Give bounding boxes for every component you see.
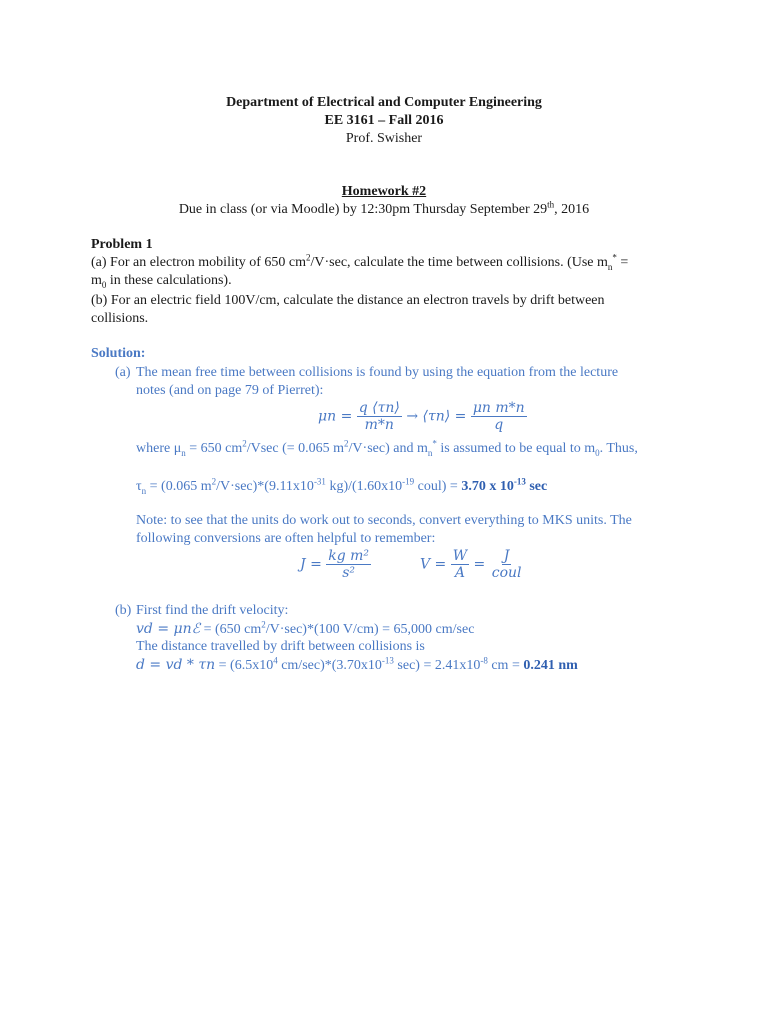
course-title: EE 3161 – Fall 2016: [324, 113, 444, 128]
units-note-line1: Note: to see that the units do work out to seconds, convert everything to MKS units. The: [136, 513, 632, 528]
solution-b-label: (b): [115, 603, 132, 618]
professor-name: Prof. Swisher: [345, 131, 423, 146]
problem-title: Problem 1: [91, 237, 153, 252]
problem-part-a-line1: (a) For an electron mobility of 650 $cm^2/V\cdot\sec$, calculate the time between collisions. (Use $m_n^*$ =: [91, 252, 629, 272]
due-date: Due in class (or via Moodle) by 12:30pm Thursday September 29th, 2016: [178, 199, 590, 217]
homework-title: Homework #2: [341, 184, 427, 199]
problem-part-b-line1: (b) For an electric field 100V/cm, calculate the distance an electron travels by drift between: [91, 293, 605, 308]
distance-result: 0.241 nm: [523, 658, 578, 673]
units-note-line2: following conversions are often helpful to remember:: [136, 531, 436, 546]
mobility-equation: μn = $\frac{q ⟨\tau n⟩}{m*n}$ → ⟨τn⟩ = $\frac{\text{μn m*n}}{q}$: [318, 400, 525, 433]
mobility-values-line: where $\mu_n = 650$ $cm^2$/Vsec (= 0.065 $m^2/V\cdot\sec$) and $m_n^*$ is assumed to be equal to $m_0$. Thus,: [136, 438, 638, 458]
solution-a-line1: The mean free time between collisions is found by using the equation from the lecture: [136, 365, 619, 380]
problem-part-b-line2: collisions.: [91, 311, 149, 326]
department-title: Department of Electrical and Computer Engineering: [226, 95, 542, 110]
tau-calculation: $\tau_n = (0.065$ $m^2/V\cdot\sec)*(9.11x10^{-31}$ $kg)/(1.60x10^{-19}$ coul) = 3.70 x $10^{-13}$ sec: [136, 476, 548, 496]
solution-b-line1: First find the drift velocity:: [136, 603, 289, 618]
solution-b-line3: The distance travelled by drift between collisions is: [136, 639, 425, 654]
solution-a-label: (a): [115, 365, 131, 380]
solution-heading: Solution:: [91, 346, 146, 361]
tau-result: 3.70 x $10^{-13}$ sec: [461, 476, 548, 494]
drift-velocity-line: vd = μnℰ = (650 $cm^2/V\cdot\sec)*(100$ V/cm) = 65,000 cm/sec: [136, 619, 475, 637]
drift-distance-line: d = vd * $\tau n = (6.5x10^4$ $cm/\sec)*(3.70x10^{-13}$ $\sec) = 2.41x10^{-8}$ cm = 0.241 nm: [136, 655, 578, 673]
unit-conversion-equations: J = $\frac{\text{kg m²}}{\text{s²}}$ V = $\frac{W}{A}$ = $\frac{J}{\text{coul}}$: [300, 548, 522, 581]
solution-a-line2: notes (and on page 79 of Pierret):: [136, 383, 324, 398]
problem-part-a-line2: $m_0$ in these calculations).: [91, 273, 232, 290]
